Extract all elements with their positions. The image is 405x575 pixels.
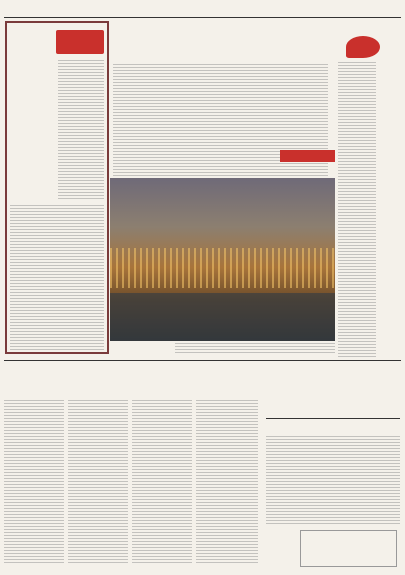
bottom-col-4 [196,400,258,565]
bottom-col-2 [68,400,128,565]
photo-caption-text [175,343,335,355]
center-badge [280,150,335,162]
bottom-right-body [266,436,400,526]
left-story-badge [56,30,104,54]
left-story-body [10,205,104,350]
photo-water [110,293,335,341]
opinion-logo [346,36,380,58]
section-divider [4,360,401,361]
bottom-col-3 [132,400,192,565]
bottom-right-box [300,530,397,567]
port-photo [110,178,335,341]
photo-lights [110,248,335,288]
left-story-body-top [58,60,104,200]
bottom-right-rule [266,418,400,419]
bottom-col-1 [4,400,64,565]
opinion-body [338,62,376,357]
masthead-rule [4,17,401,18]
